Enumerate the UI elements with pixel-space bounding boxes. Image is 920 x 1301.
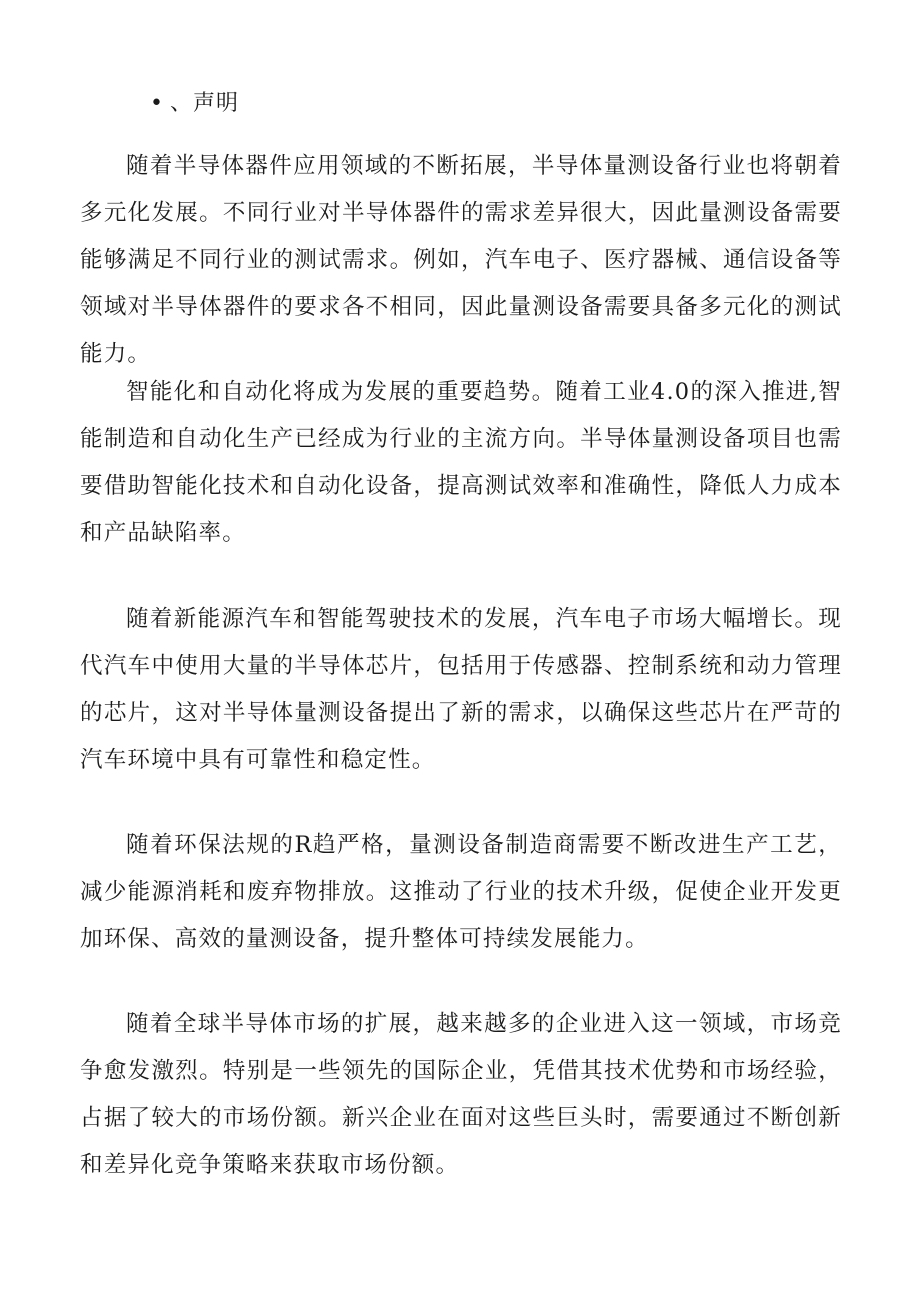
paragraph-automotive-electronics: 随着新能源汽车和智能驾驶技术的发展，汽车电子市场大幅增长。现代汽车中使用大量的半导体芯片，包括用于传感器、控制系统和动力管理的芯片，这对半导体量测设备提出了新的需求，以确保这些芯片在严苛的汽车环境中具有可靠性和稳定性。 bbox=[80, 606, 842, 773]
section-title: 、声明 bbox=[169, 91, 239, 116]
paragraph-intelligence-automation: 智能化和自动化将成为发展的重要趋势。随着工业4.0的深入推进,智能制造和自动化生产已经成为行业的主流方向。半导体量测设备项目也需要借助智能化技术和自动化设备，提高测试效率和准确性，降低人力成本和产品缺陷率。 bbox=[80, 379, 842, 546]
paragraph-market-competition: 随着全球半导体市场的扩展，越来越多的企业进入这一领域，市场竞争愈发激烈。特别是一些领先的国际企业，凭借其技术优势和市场经验，占据了较大的市场份额。新兴企业在面对这些巨头时，需要通过不断创新和差异化竞争策略来获取市场份额。 bbox=[80, 1011, 842, 1178]
paragraph-diversification: 随着半导体器件应用领域的不断拓展，半导体量测设备行业也将朝着多元化发展。不同行业对半导体器件的需求差异很大，因此量测设备需要能够满足不同行业的测试需求。例如，汽车电子、医疗器械、通信设备等领域对半导体器件的要求各不相同，因此量测设备需要具备多元化的测试能力。 bbox=[80, 153, 842, 367]
section-heading bbox=[150, 86, 239, 122]
bullet-icon: • bbox=[150, 91, 164, 116]
paragraph-environmental-regulation: 随着环保法规的R趋严格，量测设备制造商需要不断改进生产工艺，减少能源消耗和废弃物排放。这推动了行业的技术升级，促使企业开发更加环保、高效的量测设备，提升整体可持续发展能力。 bbox=[80, 832, 842, 952]
